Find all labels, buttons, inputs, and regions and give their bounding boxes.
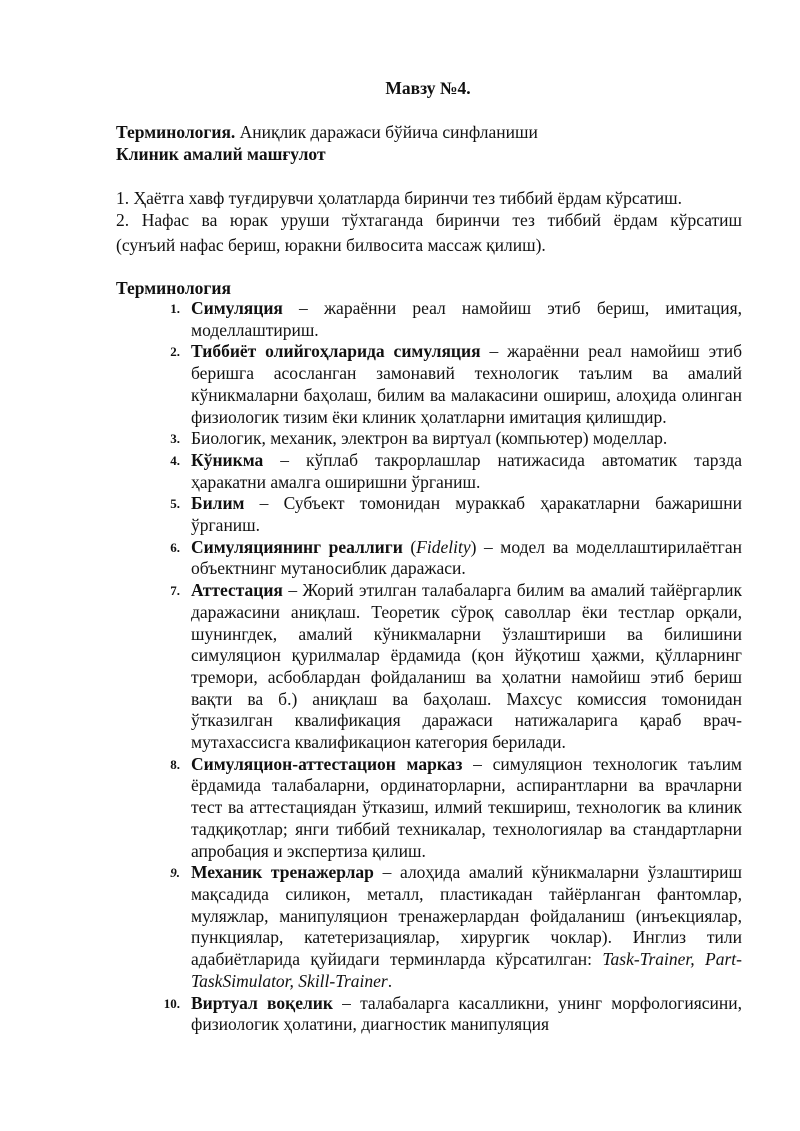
item-number: 1. (170, 301, 180, 316)
topic-heading-rest: Аниқлик даражаси бўйича синфланиши (235, 122, 538, 142)
term-definition: – жараённи реал намойиш этиб беришга асосланган замонавий технологик таълим ва амалий кўникмаларни баҳолаш, билим ва малакасини ошириш, алоҳида олинган физиологик тизим ёки клиник ҳолатларни имитация қилишдир. (191, 341, 742, 427)
term-name: Виртуал воқелик (191, 992, 333, 1013)
term-item-3 (0, 428, 800, 450)
term-definition: – кўплаб такрорлашлар натижасида автоматик тарзда ҳаракатни амалга оширишни ўрганиш. (191, 449, 742, 492)
term-name: Механик тренажерлар (191, 862, 374, 883)
term-item-9 (0, 862, 800, 992)
term-item-1 (0, 298, 800, 341)
objective-2-continued: (сунъий нафас бериш, юракни билвосита массаж қилиш). (116, 235, 546, 255)
english-terms: Task-Trainer, Part-TaskSimulator, Skill-Trainer (191, 949, 742, 991)
term-definition: ) – модел ва моделлаштирилаётган объектнинг мутаносиблик даражаси. (191, 536, 742, 579)
item-number: 8. (170, 756, 180, 772)
term-name: Симуляцион-аттестацион марказ (191, 753, 463, 774)
item-number: 9. (170, 865, 180, 881)
term-definition: – талабаларга касалликни, унинг морфологиясини, физиологик ҳолатини, диагностик манипуляция (191, 992, 743, 1035)
term-definition: – алоҳида амалий кўникмаларни ўзлаштириш мақсадида силикон, металл, пластикадан тайёрланган фантомлар, муляжлар, манипуляцион тренажерлардан фойдаланиш (инъекциялар, пункциялар, катетеризациялар, хирургик чоклар). Инглиз тили адабиётларида қуйидаги терминларда кўрсатилган: (191, 862, 742, 970)
objective-2: 2. Нафас ва юрак уруши тўхтаганда биринчи тез тиббий ёрдам кўрсатиш (116, 210, 742, 230)
term-name: Симуляциянинг реаллиги (191, 536, 403, 557)
term-definition: – симуляцион технологик таълим ёрдамида талабаларни, ординаторларни, аспирантларни ва врачларни тест ва аттестациядан ўтказиш, илмий текшириш, технологик ва клиник тадқиқотлар; янги тиббий техникалар, технологиялар ва стандартларни апробация и экспертиза қилиш. (191, 753, 743, 861)
term-item-10 (0, 993, 800, 1036)
term-definition: – Жорий этилган талабаларга билим ва амалий тайёргарлик даражасини аниқлаш. Теоретик сўроқ саволлар ёки тестлар орқали, шунингдек, амалий кўникмаларни ўзлаштириши ва билишини симуляцион қурилмалар ёрдамида (қон йўқотиш ҳажми, қўлларнинг тремори, асбоблардан фойдаланиш ва ҳолатни намойиш этиб бериш вақти ва б.) аниқлаш ва баҳолаш. Махсус комиссия томонидан ўтказилган квалификация даражаси натижаларига қараб врач-мутахассисга квалификацион категория берилади. (191, 580, 742, 753)
item-number: 2. (170, 344, 180, 360)
item-number: 4. (170, 452, 180, 468)
item-number: 5. (170, 496, 180, 512)
term-item-7 (0, 580, 800, 754)
terminology-heading: Терминология (116, 278, 231, 298)
term-name: Аттестация (191, 580, 283, 601)
item-number: 7. (170, 583, 180, 599)
term-name: Тиббиёт олийгоҳларида симуляция (191, 341, 481, 362)
term-definition: – Субъект томонидан мураккаб ҳаракатларни бажаришни ўрганиш. (191, 493, 742, 536)
objective-1: 1. Ҳаётга хавф туғдирувчи ҳолатларда биринчи тез тиббий ёрдам кўрсатиш. (116, 188, 682, 208)
fidelity-term: Fidelity (416, 536, 471, 557)
term-definition: – жараённи реал намойиш этиб бериш, имитация, моделлаштириш. (191, 298, 742, 340)
term-name: Кўникма (191, 449, 264, 470)
term-item-8 (0, 754, 800, 863)
page-title: Мавзу №4. (385, 78, 471, 98)
topic-heading (116, 122, 538, 143)
item-number: 6. (170, 539, 180, 555)
term-definition-prefix: ( (402, 536, 417, 557)
terminology-list (0, 298, 800, 1036)
term-definition-end: . (387, 970, 393, 991)
item-number: 10. (163, 995, 180, 1011)
term-name: Билим (191, 493, 245, 514)
item-number: 3. (170, 431, 180, 447)
term-definition: Биологик, механик, электрон ва виртуал (компьютер) моделлар. (191, 428, 668, 449)
term-item-2 (0, 341, 800, 428)
lesson-type: Клиник амалий машғулот (116, 144, 326, 164)
term-item-5 (0, 493, 800, 536)
term-item-4 (0, 450, 800, 493)
term-name: Симуляция (191, 298, 283, 318)
topic-heading-bold: Терминология. (116, 122, 236, 142)
term-item-6 (0, 537, 800, 580)
